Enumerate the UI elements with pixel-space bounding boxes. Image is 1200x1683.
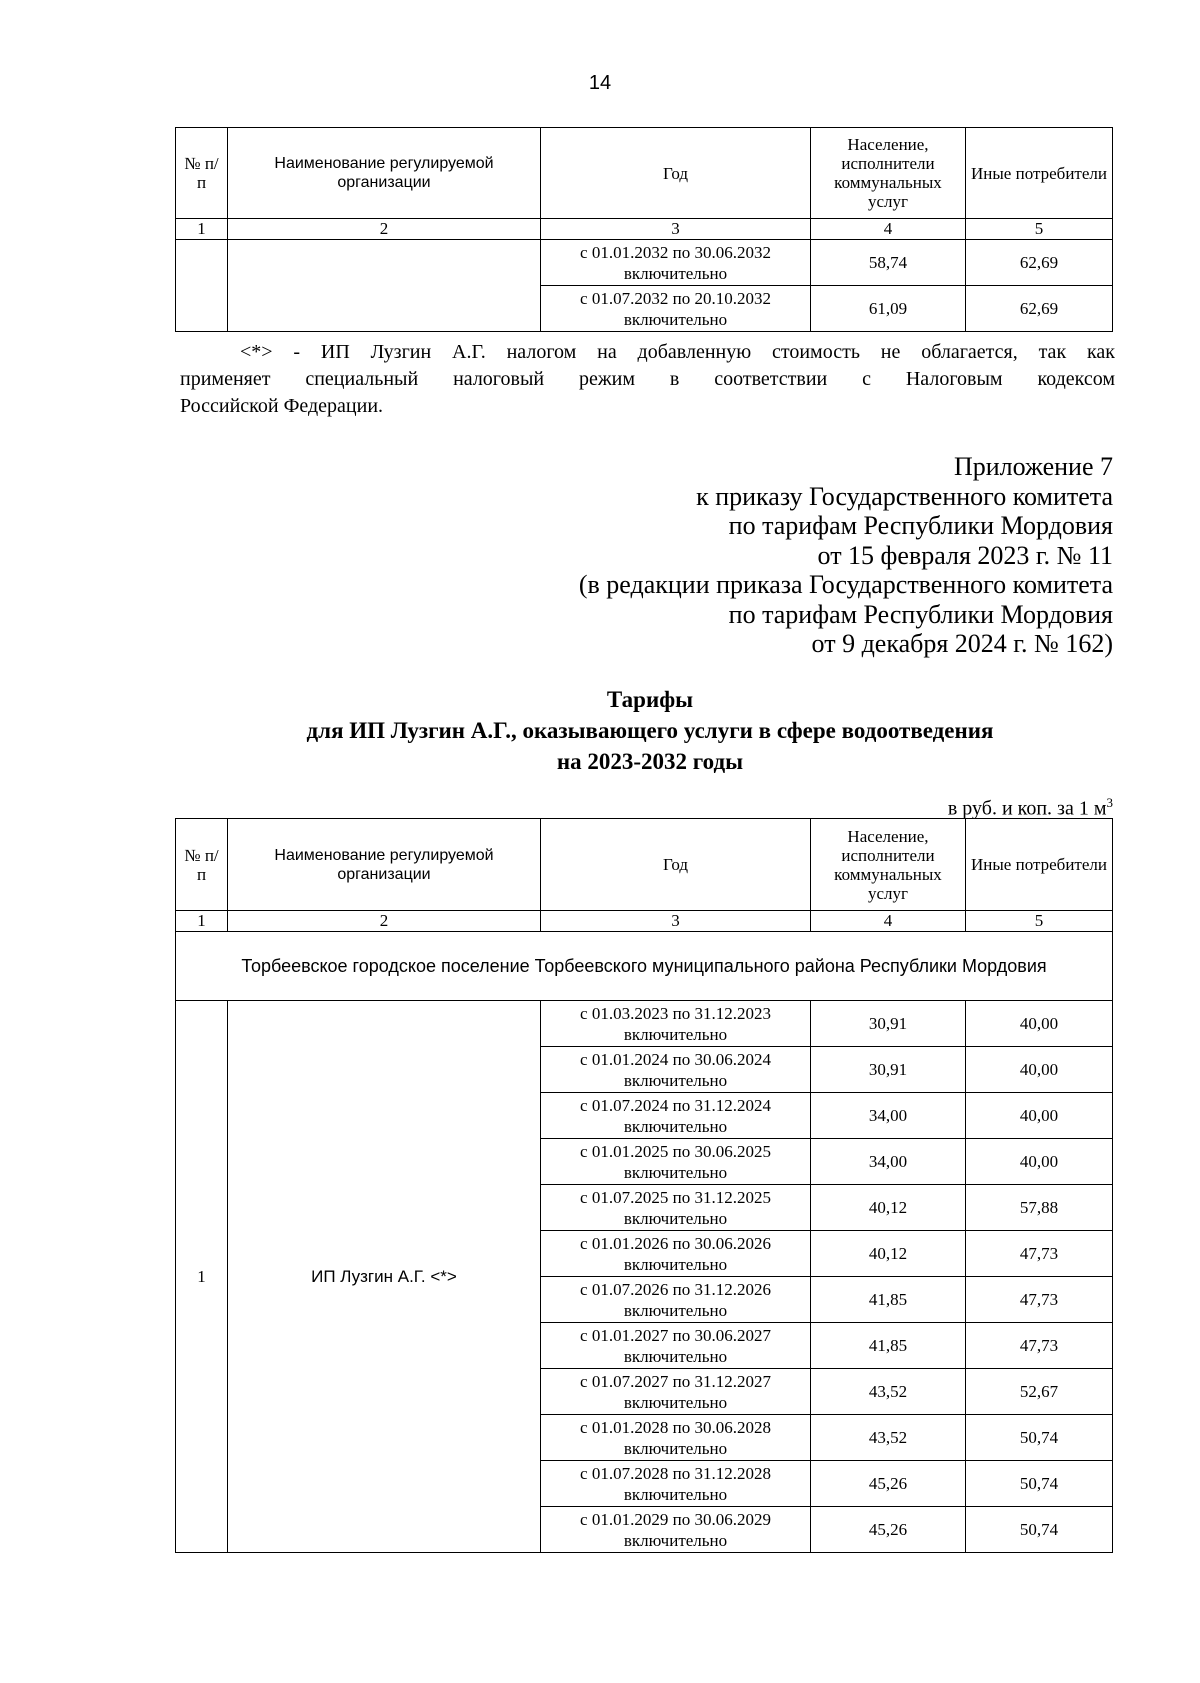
column-index: 5	[966, 911, 1113, 932]
population-tariff: 43,52	[811, 1415, 966, 1461]
population-tariff: 41,85	[811, 1277, 966, 1323]
appendix-line: Приложение 7	[953, 452, 1113, 481]
column-index: 3	[541, 911, 811, 932]
period-cell: с 01.07.2032 по 20.10.2032 включительно	[541, 286, 811, 332]
appendix-line: от 15 февраля 2023 г. № 11	[817, 540, 1113, 570]
population-tariff: 45,26	[811, 1507, 966, 1553]
appendix-line: к приказу Государственного комитета	[696, 481, 1113, 511]
column-index: 1	[176, 911, 228, 932]
column-index: 1	[176, 219, 228, 240]
population-tariff: 43,52	[811, 1369, 966, 1415]
header-number: № п/п	[176, 128, 228, 219]
appendix-line: (в редакции приказа Государственного комитета	[578, 570, 1113, 599]
footnote-line: Российской Федерации.	[180, 395, 384, 417]
header-others: Иные потребители	[966, 819, 1113, 911]
vat-footnote	[180, 339, 1115, 420]
period-cell: с 01.07.2027 по 31.12.2027 включительно	[541, 1369, 811, 1415]
population-tariff: 34,00	[811, 1093, 966, 1139]
population-tariff: 58,74	[811, 240, 966, 286]
title-line: Тарифы	[606, 687, 694, 712]
column-index: 2	[228, 911, 541, 932]
units-text: в руб. и коп. за 1 м	[947, 797, 1107, 820]
population-tariff: 40,12	[811, 1231, 966, 1277]
period-cell: с 01.07.2026 по 31.12.2026 включительно	[541, 1277, 811, 1323]
column-index: 2	[228, 219, 541, 240]
period-cell: с 01.01.2026 по 30.06.2026 включительно	[541, 1231, 811, 1277]
appendix-line: по тарифам Республики Мордовия	[728, 511, 1113, 540]
column-index: 3	[541, 219, 811, 240]
others-tariff: 62,69	[966, 240, 1113, 286]
population-tariff: 41,85	[811, 1323, 966, 1369]
document-title	[180, 684, 1120, 777]
column-index: 4	[811, 911, 966, 932]
tariff-table-continued	[175, 127, 1113, 332]
period-cell: с 01.01.2027 по 30.06.2027 включительно	[541, 1323, 811, 1369]
footnote-line: применяет специальный налоговый режим в соответствии с Налоговым кодексом	[180, 368, 1115, 390]
period-cell: с 01.07.2028 по 31.12.2028 включительно	[541, 1461, 811, 1507]
column-index: 5	[966, 219, 1113, 240]
header-population: Население, исполнители коммунальных услуг	[811, 128, 966, 219]
header-organization: Наименование регулируемой организации	[228, 819, 541, 911]
tariff-table-main	[175, 818, 1113, 1553]
column-index: 4	[811, 219, 966, 240]
page-number: 14	[588, 72, 612, 94]
header-year: Год	[541, 128, 811, 219]
period-cell: с 01.03.2023 по 31.12.2023 включительно	[541, 1001, 811, 1047]
header-population: Население, исполнители коммунальных услуг	[811, 819, 966, 911]
table-row	[176, 1001, 1113, 1047]
units-note	[948, 795, 1113, 821]
others-tariff: 50,74	[966, 1507, 1113, 1553]
table-row	[176, 240, 1113, 286]
period-cell: с 01.01.2028 по 30.06.2028 включительно	[541, 1415, 811, 1461]
organization-name: ИП Лузгин А.Г. <*>	[228, 1001, 541, 1553]
period-cell: с 01.07.2025 по 31.12.2025 включительно	[541, 1185, 811, 1231]
period-cell: с 01.07.2024 по 31.12.2024 включительно	[541, 1093, 811, 1139]
others-tariff: 40,00	[966, 1001, 1113, 1047]
header-year: Год	[541, 819, 811, 911]
header-others: Иные потребители	[966, 128, 1113, 219]
population-tariff: 30,91	[811, 1001, 966, 1047]
period-cell: с 01.01.2032 по 30.06.2032 включительно	[541, 240, 811, 286]
others-tariff: 40,00	[966, 1093, 1113, 1139]
period-cell: с 01.01.2029 по 30.06.2029 включительно	[541, 1507, 811, 1553]
population-tariff: 45,26	[811, 1461, 966, 1507]
others-tariff: 50,74	[966, 1461, 1113, 1507]
footnote-line: <*> - ИП Лузгин А.Г. налогом на добавленную стоимость не облагается, так как	[240, 341, 1115, 363]
period-cell: с 01.01.2025 по 30.06.2025 включительно	[541, 1139, 811, 1185]
title-line: для ИП Лузгин А.Г., оказывающего услуги в сфере водоотведения	[306, 718, 994, 743]
row-number: 1	[176, 1001, 228, 1553]
empty-organization-cell	[228, 240, 541, 332]
section-heading: Торбеевское городское поселение Торбеевского муниципального района Республики Мордовия	[176, 932, 1113, 1001]
others-tariff: 40,00	[966, 1139, 1113, 1185]
units-superscript: 3	[1106, 795, 1113, 810]
others-tariff: 47,73	[966, 1277, 1113, 1323]
empty-number-cell	[176, 240, 228, 332]
others-tariff: 47,73	[966, 1323, 1113, 1369]
others-tariff: 57,88	[966, 1185, 1113, 1231]
period-cell: с 01.01.2024 по 30.06.2024 включительно	[541, 1047, 811, 1093]
others-tariff: 40,00	[966, 1047, 1113, 1093]
header-organization: Наименование регулируемой организации	[228, 128, 541, 219]
others-tariff: 52,67	[966, 1369, 1113, 1415]
population-tariff: 34,00	[811, 1139, 966, 1185]
others-tariff: 50,74	[966, 1415, 1113, 1461]
appendix-line: от 9 декабря 2024 г. № 162)	[811, 629, 1113, 658]
appendix-header	[579, 452, 1113, 659]
others-tariff: 47,73	[966, 1231, 1113, 1277]
others-tariff: 62,69	[966, 286, 1113, 332]
header-number: № п/п	[176, 819, 228, 911]
population-tariff: 30,91	[811, 1047, 966, 1093]
title-line: на 2023-2032 годы	[556, 749, 744, 774]
population-tariff: 61,09	[811, 286, 966, 332]
appendix-line: по тарифам Республики Мордовия	[728, 599, 1113, 629]
population-tariff: 40,12	[811, 1185, 966, 1231]
